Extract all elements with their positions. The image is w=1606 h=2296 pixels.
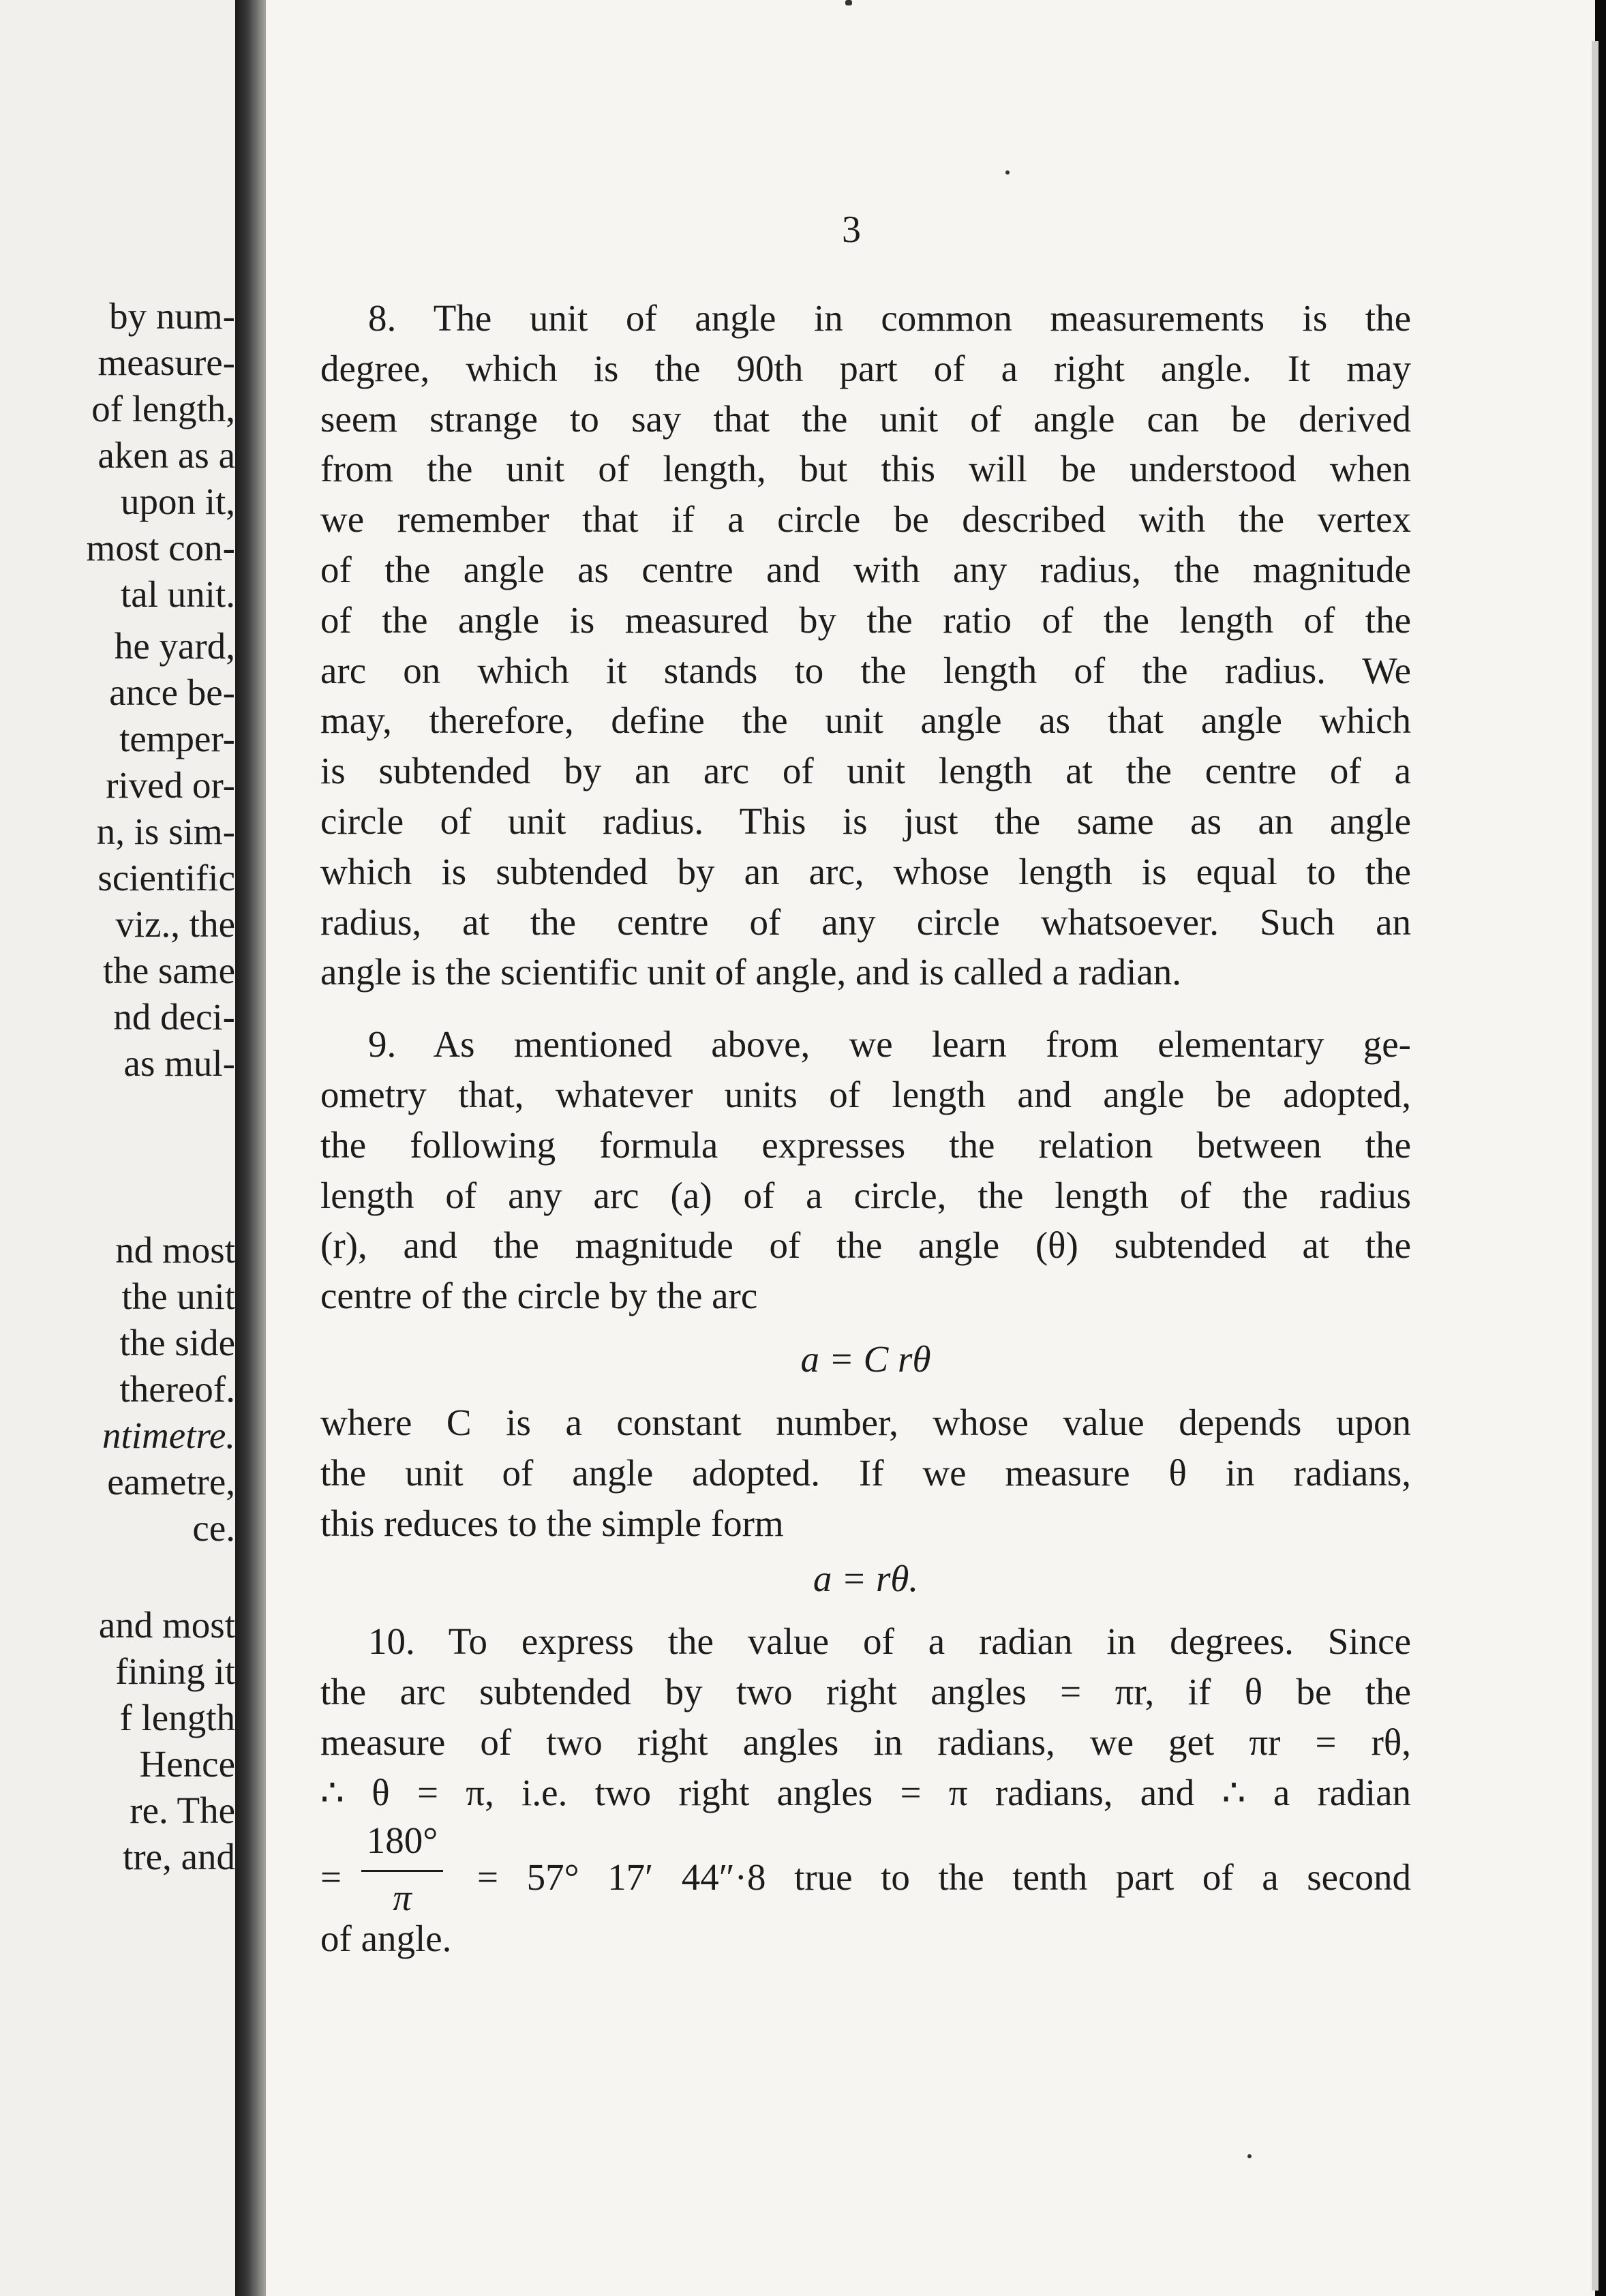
text-line: 10. To express the value of a radian in degrees. Since (368, 1620, 1411, 1663)
page-edge (1592, 41, 1599, 2291)
left-fragment-line: fining it (115, 1650, 235, 1692)
text-line: of the angle as centre and with any radius, the magnitude (320, 548, 1411, 590)
equation-radians: a = rθ. (813, 1558, 919, 1600)
text-line: (r), and the magnitude of the angle (θ) subtended at the (320, 1224, 1411, 1267)
paragraph-9 (320, 1019, 1411, 1610)
page-speck (1005, 170, 1010, 175)
text-line: arc on which it stands to the length of the radius. We (320, 649, 1411, 691)
left-fragment-line: upon it, (120, 481, 235, 522)
left-fragment-group-a (0, 293, 235, 1087)
text-line: seem strange to say that the unit of angle can be derived (320, 397, 1411, 440)
left-fragment-group-b (0, 1227, 235, 1552)
text-line: is subtended by an arc of unit length at the centre of a (320, 750, 1411, 792)
equals-sign: = (320, 1856, 342, 1898)
text-line: circle of unit radius. This is just the same as an angle (320, 800, 1411, 842)
text-line: degree, which is the 90th part of a right angle. It may (320, 347, 1411, 389)
fraction-result: = 57° 17′ 44″·8 true to the tenth part of a second (477, 1856, 1411, 1898)
left-fragment-line: by num- (109, 295, 235, 337)
page-number: 3 (842, 209, 861, 251)
text-line: centre of the circle by the arc (320, 1275, 758, 1317)
page-body (320, 293, 1411, 1963)
left-fragment-line: the same (103, 950, 235, 991)
left-fragment-line: the unit (121, 1275, 235, 1317)
left-fragment-line: and most (98, 1604, 235, 1646)
text-line: from the unit of length, but this will be understood when (320, 448, 1411, 490)
left-fragment-line: he yard, (114, 625, 235, 667)
text-line: of the angle is measured by the ratio of the length of the (320, 599, 1411, 641)
text-line: this reduces to the simple form (320, 1502, 784, 1544)
left-fragment-line: ance be- (109, 671, 235, 713)
left-fragment-line: most con- (86, 527, 235, 569)
fraction-bar (361, 1870, 443, 1872)
text-line: where C is a constant number, whose value depends upon (320, 1401, 1411, 1443)
left-fragment-line: of length, (91, 388, 235, 429)
paragraph-10 (320, 1616, 1411, 1963)
left-fragment-line: the side (119, 1322, 235, 1363)
text-line: ometry that, whatever units of length and angle be adopted, (320, 1073, 1411, 1115)
page-speck (1247, 2154, 1252, 2158)
text-line: length of any arc (a) of a circle, the length of the radius (320, 1174, 1411, 1216)
page-speck (845, 0, 852, 5)
left-fragment-line: Hence (139, 1743, 235, 1785)
left-page (0, 0, 235, 2296)
left-fragment-line: thereof. (119, 1368, 235, 1410)
left-fragment-line: temper- (119, 718, 235, 759)
left-fragment-line: rived or- (106, 764, 235, 806)
left-fragment-line: aken as a (97, 434, 235, 476)
left-fragment-line: as mul- (123, 1042, 235, 1084)
left-fragment-line: scientific (97, 857, 235, 898)
text-line: we remember that if a circle be described with the vertex (320, 498, 1411, 541)
text-line: the arc subtended by two right angles = πr, if θ be the (320, 1671, 1411, 1713)
left-fragment-group-c (0, 1602, 235, 1880)
left-fragment-line: nd most (115, 1229, 235, 1271)
text-line: of angle. (320, 1917, 452, 1959)
left-fragment-line: tre, and (123, 1836, 235, 1877)
degree-fraction (361, 1818, 443, 1918)
text-line: may, therefore, define the unit angle as that angle which (320, 699, 1411, 742)
text-line: the unit of angle adopted. If we measure θ in radians, (320, 1451, 1411, 1494)
left-fragment-line: viz., the (115, 903, 235, 945)
text-line: ∴ θ = π, i.e. two right angles = π radians, and ∴ a radian (320, 1771, 1411, 1813)
left-fragment-line: n, is sim- (96, 811, 235, 852)
left-fragment-line: measure- (97, 342, 235, 383)
equation-general: a = C rθ (800, 1338, 931, 1380)
left-fragment-line: tal unit. (120, 573, 235, 615)
fraction-numerator: 180° (366, 1819, 438, 1861)
left-fragment-line: re. The (130, 1789, 235, 1831)
left-fragment-line: ntimetre. (102, 1415, 235, 1456)
left-fragment-line: ce. (192, 1507, 235, 1549)
text-line: 9. As mentioned above, we learn from elementary ge- (368, 1023, 1411, 1066)
left-fragment-line: eametre, (107, 1461, 235, 1502)
text-line: the following formula expresses the relation between the (320, 1123, 1411, 1166)
text-line: 8. The unit of angle in common measurements is the (368, 297, 1411, 339)
text-line: angle is the scientific unit of angle, and is called a radian. (320, 951, 1182, 993)
fraction-line (320, 1818, 1411, 1934)
paragraph-gap (320, 997, 1411, 1019)
text-line: radius, at the centre of any circle whatsoever. Such an (320, 901, 1411, 943)
left-fragment-line: f length (119, 1697, 235, 1738)
paragraph-gap (320, 1610, 1411, 1616)
left-fragment-line: nd deci- (113, 996, 235, 1038)
fraction-denominator: π (393, 1876, 412, 1918)
paragraph-8 (320, 293, 1411, 997)
text-line: which is subtended by an arc, whose length is equal to the (320, 850, 1411, 892)
text-line: measure of two right angles in radians, we get πr = rθ, (320, 1721, 1411, 1763)
